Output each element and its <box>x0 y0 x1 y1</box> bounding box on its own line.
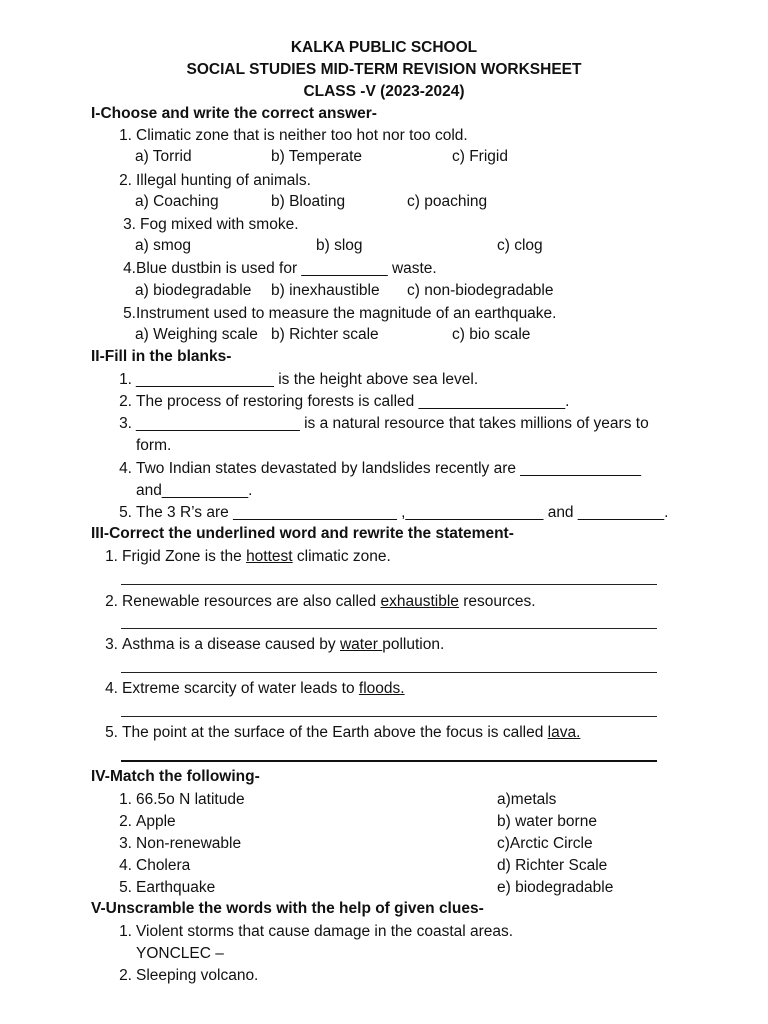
underlined-word: exhaustible <box>380 593 459 610</box>
worksheet-title: SOCIAL STUDIES MID-TERM REVISION WORKSHEET <box>186 61 582 78</box>
section-2-title: II-Fill in the blanks- <box>91 348 232 365</box>
match-right-item: b) water borne <box>497 813 597 830</box>
section-3-title: III-Correct the underlined word and rewrite the statement- <box>91 525 514 542</box>
match-right-item: d) Richter Scale <box>497 857 608 874</box>
s2-q3-continued: form. <box>136 437 172 454</box>
match-right-item: a)metals <box>497 791 557 808</box>
worksheet-header <box>0 0 768 103</box>
match-left-item: Apple <box>136 813 176 830</box>
match-left-item: Earthquake <box>136 879 216 896</box>
s1-q3-option-b: b) slog <box>316 237 363 254</box>
s1-q2-option-a: a) Coaching <box>135 193 219 210</box>
section-4-title: IV-Match the following- <box>91 768 260 785</box>
answer-line <box>121 672 657 673</box>
answer-line <box>121 760 657 762</box>
section-5-title: V-Unscramble the words with the help of given clues- <box>91 900 484 917</box>
worksheet-page: KALKA PUBLIC SCHOOL SOCIAL STUDIES MID-TERM REVISION WORKSHEET CLASS -V (2023-2024) I-Choose and write the correct answer- 1. Climatic zone that is neither too hot nor too cold. a) Torrid b) Temperate c) Frigid 2. Illegal hunting of animals. a) Coaching b) Bloating c) poaching 3. Fog mixed with smoke. a) smog b) slog c) clog 4. Blue dustbin is used for __________ waste. a) biodegradable b) inexhaustible c) non-biodegradable 5. Instrument used to measure the magnitude of an earthquake. a) Weighing scale b) Richter scale c) bio scale II-Fill in the blanks- 1. ________________ is the height above sea level. 2. The process of restoring forests is called _________________. 3. ___________________ is a natural resource that takes millions of years to form. 4. Two Indian states devastated by landslides recently are ______________ and__________. 5. The 3 R’s are ___________________ ,________________ and __________. III-Correct the underlined word and rewrite the statement- 1. Frigid Zone is the hottest climatic zone. 2. Renewable resources are also called exhaustible resources. 3. Asthma is a disease caused by water pollution. 4. Extreme scarcity of water leads to floods. 5. The point at the surface of the Earth above the focus is called lava. IV-Match the following- 1. 66.5o N latitude a)metals 2. Apple b) water borne 3. Non-renewable c)Arctic Circle 4. Cholera d) Richter Scale 5. Earthquake e) biodegradable V-Unscramble the words with the help of given clues- 1. Violent storms that cause damage in the coastal areas. YONCLEC – 2. Sleeping volcano. <box>0 0 768 1024</box>
answer-line <box>121 716 657 717</box>
class-label: CLASS -V (2023-2024) <box>303 83 465 100</box>
s1-q5-option-c: c) bio scale <box>452 326 531 343</box>
s1-q1-option-a: a) Torrid <box>135 148 192 165</box>
match-left-item: 66.5o N latitude <box>136 791 245 808</box>
s2-q4-continued: and__________. <box>136 482 253 499</box>
s1-q4-option-a: a) biodegradable <box>135 282 252 299</box>
underlined-word: water <box>339 636 383 653</box>
match-right-item: e) biodegradable <box>497 879 614 896</box>
s1-q1-option-b: b) Temperate <box>271 148 363 165</box>
underlined-word: lava. <box>547 724 581 741</box>
section-1-title: I-Choose and write the correct answer- <box>91 105 377 122</box>
s1-q4-option-b: b) inexhaustible <box>271 282 380 299</box>
match-left-item: Cholera <box>136 857 191 874</box>
s1-q4-option-c: c) non-biodegradable <box>407 282 554 299</box>
s1-q5-option-b: b) Richter scale <box>271 326 379 343</box>
s1-q5-option-a: a) Weighing scale <box>135 326 258 343</box>
match-left-item: Non-renewable <box>136 835 242 852</box>
s5-q1-scrambled-word: YONCLEC – <box>136 945 224 962</box>
s1-q2-option-c: c) poaching <box>407 193 488 210</box>
s1-q3-option-c: c) clog <box>497 237 543 254</box>
school-name: KALKA PUBLIC SCHOOL <box>290 39 478 56</box>
s1-q3-option-a: a) smog <box>135 237 191 254</box>
underlined-word: hottest <box>246 548 293 565</box>
s1-q2-option-b: b) Bloating <box>271 193 346 210</box>
underlined-word: floods. <box>358 680 405 697</box>
answer-line <box>121 628 657 629</box>
s1-q1-option-c: c) Frigid <box>452 148 508 165</box>
answer-line <box>121 584 657 585</box>
match-right-item: c)Arctic Circle <box>497 835 593 852</box>
